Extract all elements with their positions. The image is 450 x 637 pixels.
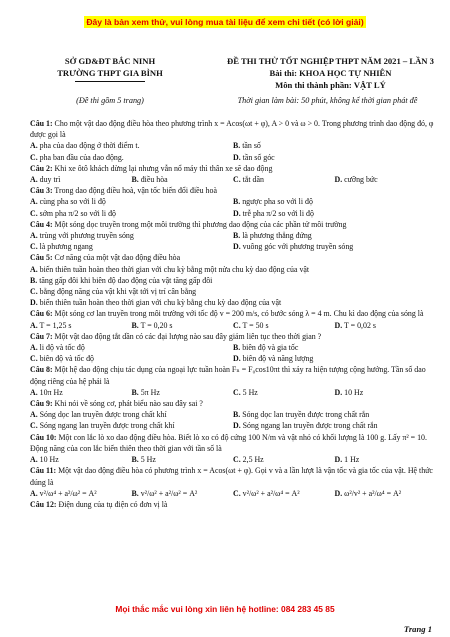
- question-stem: [30, 432, 436, 454]
- answer-option: C. 5 Hz: [233, 387, 258, 397]
- answer-option: D. vuông góc với phương truyền sóng: [233, 242, 354, 252]
- answer-options: [30, 230, 436, 252]
- question-text: Trong dao động điều hoà, vận tốc biến đổi điều hoà: [52, 186, 217, 196]
- answer-options: [30, 196, 436, 218]
- department-name: SỞ GD&ĐT BẮC NINH: [64, 56, 156, 66]
- answer-option: D. 1 Hz: [334, 455, 360, 465]
- answer-options: [30, 174, 436, 185]
- school-name: TRƯỜNG THPT GIA BÌNH: [57, 68, 163, 78]
- answer-option: D. biến thiên tuần hoàn theo thời gian với chu kỳ bằng chu kỳ dao động của vật: [30, 298, 282, 308]
- answer-options: [30, 140, 436, 162]
- answer-option: A. 10 Hz: [30, 455, 59, 465]
- exam-subject: Bài thi: KHOA HỌC TỰ NHIÊN: [269, 68, 392, 78]
- answer-options: [30, 342, 436, 364]
- answer-option: B. T = 0,20 s: [131, 320, 173, 330]
- answer-option: A. biến thiên tuần hoàn theo thời gian với chu kỳ bằng một nửa chu kỳ dao động của vật: [30, 264, 310, 274]
- question-number: Câu 6:: [30, 309, 53, 319]
- answer-option: B. ngược pha so với li độ: [233, 197, 313, 207]
- question-text: Cơ năng của một vật dao động điều hòa: [52, 253, 181, 263]
- answer-option: A. duy trì: [30, 175, 61, 185]
- answer-option: D. 10 Hz: [334, 387, 364, 397]
- answer-option: B. v²/ω² + a²/ω² = A²: [131, 488, 198, 498]
- page-count-note: (Đề thi gồm 5 trang): [76, 96, 144, 105]
- school-header: [30, 55, 190, 82]
- question-stem: [30, 163, 436, 174]
- question-number: Câu 8:: [30, 365, 53, 375]
- question-item: [30, 118, 436, 163]
- question-number: Câu 2:: [30, 163, 53, 173]
- page-number: Trang 1: [403, 624, 432, 634]
- answer-option: D. tần số góc: [233, 152, 275, 162]
- question-number: Câu 12:: [30, 499, 57, 509]
- question-item: [30, 499, 436, 510]
- answer-option: D. ω²/v² + a²/ω⁴ = A²: [334, 488, 402, 498]
- question-stem: [30, 465, 436, 487]
- question-text: Khi nói về sóng cơ, phát biểu nào sau đây sai ?: [52, 399, 203, 409]
- answer-option: B. 5π Hz: [131, 387, 160, 397]
- answer-option: C. Sóng ngang lan truyền được trong chất khí: [30, 421, 175, 431]
- answer-option: C. bằng động năng của vật khi vật tới vị trí cân bằng: [30, 287, 197, 297]
- time-note: Thời gian làm bài: 50 phút, không kể thời gian phát đề: [237, 96, 418, 105]
- question-number: Câu 7:: [30, 331, 53, 341]
- question-number: Câu 3:: [30, 186, 53, 196]
- answer-options: [30, 488, 436, 499]
- question-text: Khi xe ôtô khách dừng lại nhưng vẫn nổ máy thì thân xe sẽ dao động: [52, 163, 273, 173]
- answer-option: A. pha của dao động ở thời điểm t.: [30, 141, 140, 151]
- question-stem: [30, 398, 436, 409]
- answer-option: C. là phương ngang: [30, 242, 93, 252]
- question-number: Câu 5:: [30, 253, 53, 263]
- question-text: Một vật dao động điều hòa có phương trình x = Acos(ωt + φ). Gọi v và a lần lượt là vận tốc và gia tốc của vật. Hệ thức đúng là: [30, 466, 433, 487]
- answer-option: B. biên độ và gia tốc: [233, 343, 299, 353]
- answer-option: C. v²/ω² + a²/ω⁴ = A²: [233, 488, 300, 498]
- answer-option: A. cùng pha so với li độ: [30, 197, 106, 207]
- question-stem: [30, 308, 436, 319]
- question-text: Điện dung của tụ điện có đơn vị là: [56, 499, 168, 509]
- question-stem: [30, 219, 436, 230]
- answer-option: B. tăng gấp đôi khi biên độ dao động của vật tăng gấp đôi: [30, 275, 213, 285]
- question-item: [30, 308, 436, 330]
- answer-options: [30, 387, 436, 398]
- preview-banner: Đây là bản xem thử, vui lòng mua tài liệu để xem chi tiết (có lời giải): [86, 17, 364, 27]
- question-stem: [30, 252, 436, 263]
- answer-option: C. pha ban đầu của dao động.: [30, 152, 124, 162]
- answer-option: C. tắt dần: [233, 175, 264, 185]
- answer-options: [30, 320, 436, 331]
- answer-option: B. điều hòa: [131, 175, 168, 185]
- exam-component: Môn thi thành phần: VẬT LÝ: [275, 80, 386, 90]
- question-number: Câu 4:: [30, 219, 53, 229]
- question-number: Câu 1:: [30, 119, 53, 128]
- answer-options: [30, 454, 436, 465]
- question-item: [30, 364, 436, 398]
- answer-option: D. T = 0,02 s: [334, 320, 376, 330]
- answer-option: D. Sóng ngang lan truyền được trong chất rắn: [233, 421, 378, 431]
- question-number: Câu 11:: [30, 466, 57, 476]
- answer-option: A. v²/ω⁴ + a²/ω² = A²: [30, 488, 97, 498]
- question-item: [30, 432, 436, 466]
- answer-option: C. sớm pha π/2 so với li độ: [30, 208, 116, 218]
- answer-option: A. li độ và tốc độ: [30, 343, 85, 353]
- divider: [75, 81, 145, 82]
- exam-header: [218, 55, 443, 91]
- question-text: Cho một vật dao động điều hòa theo phương trình x = Acos(ωt + φ), A > 0 và ω > 0. Trong phương trình dao động đó, φ được gọi là: [30, 119, 434, 140]
- question-number: Câu 9:: [30, 399, 53, 409]
- answer-option: A. 10π Hz: [30, 387, 63, 397]
- question-item: [30, 163, 436, 185]
- question-item: [30, 185, 436, 219]
- answer-option: D. trễ pha π/2 so với li độ: [233, 208, 314, 218]
- question-item: [30, 252, 436, 308]
- question-item: [30, 331, 436, 365]
- hotline-footer: Mọi thắc mắc vui lòng xin liên hệ hotline: 084 283 45 85: [115, 604, 335, 614]
- question-text: Một con lắc lò xo dao động điều hòa. Biết lò xo có độ cứng 100 N/m và vật nhỏ có khối lượng là 100 g. Lấy π² = 10. Động năng của con lắc biến thiên theo thời gian với tần số là: [30, 432, 427, 453]
- exam-title: ĐỀ THI THỬ TỐT NGHIỆP THPT NĂM 2021 – LẦN 3: [227, 56, 434, 66]
- question-text: Một sóng cơ lan truyền trong môi trường với tốc độ v = 200 m/s, có bước sóng λ = 4 m. Chu kì dao động của sóng là: [52, 309, 424, 319]
- question-item: [30, 219, 436, 253]
- question-item: [30, 465, 436, 499]
- question-list: [30, 118, 436, 510]
- answer-option: A. Sóng dọc lan truyền được trong chất khí: [30, 410, 167, 420]
- answer-option: B. Sóng dọc lan truyền được trong chất rắn: [233, 410, 370, 420]
- answer-option: B. tần số: [233, 141, 261, 151]
- answer-option: B. 5 Hz: [131, 455, 156, 465]
- answer-option: A. T = 1,25 s: [30, 320, 72, 330]
- answer-options: [30, 264, 436, 309]
- answer-option: D. cưỡng bức: [334, 175, 378, 185]
- answer-option: C. T = 50 s: [233, 320, 269, 330]
- question-stem: [30, 185, 436, 196]
- answer-option: C. biên độ và tốc độ: [30, 354, 94, 364]
- answer-option: C. 2,5 Hz: [233, 455, 264, 465]
- question-stem: [30, 364, 436, 386]
- answer-option: A. trùng với phương truyền sóng: [30, 231, 134, 241]
- question-text: Một sóng dọc truyền trong một môi trường thì phương dao động của các phần tử môi trường: [52, 219, 347, 229]
- question-text: Một vật dao động tắt dần có các đại lượng nào sau đây giảm liên tục theo thời gian ?: [52, 331, 322, 341]
- answer-option: B. là phương thẳng đứng: [233, 231, 312, 241]
- question-number: Câu 10:: [30, 432, 57, 442]
- question-item: [30, 398, 436, 432]
- answer-option: D. biên độ và năng lượng: [233, 354, 314, 364]
- answer-options: [30, 409, 436, 431]
- question-stem: [30, 499, 436, 510]
- question-stem: [30, 118, 436, 140]
- question-stem: [30, 331, 436, 342]
- question-text: Một hệ dao động chịu tác dụng của ngoại lực tuần hoàn Fₙ = F₀cos10πt thì xảy ra hiện tượng cộng hưởng. Tần số dao động riêng của hệ phải là: [30, 365, 426, 386]
